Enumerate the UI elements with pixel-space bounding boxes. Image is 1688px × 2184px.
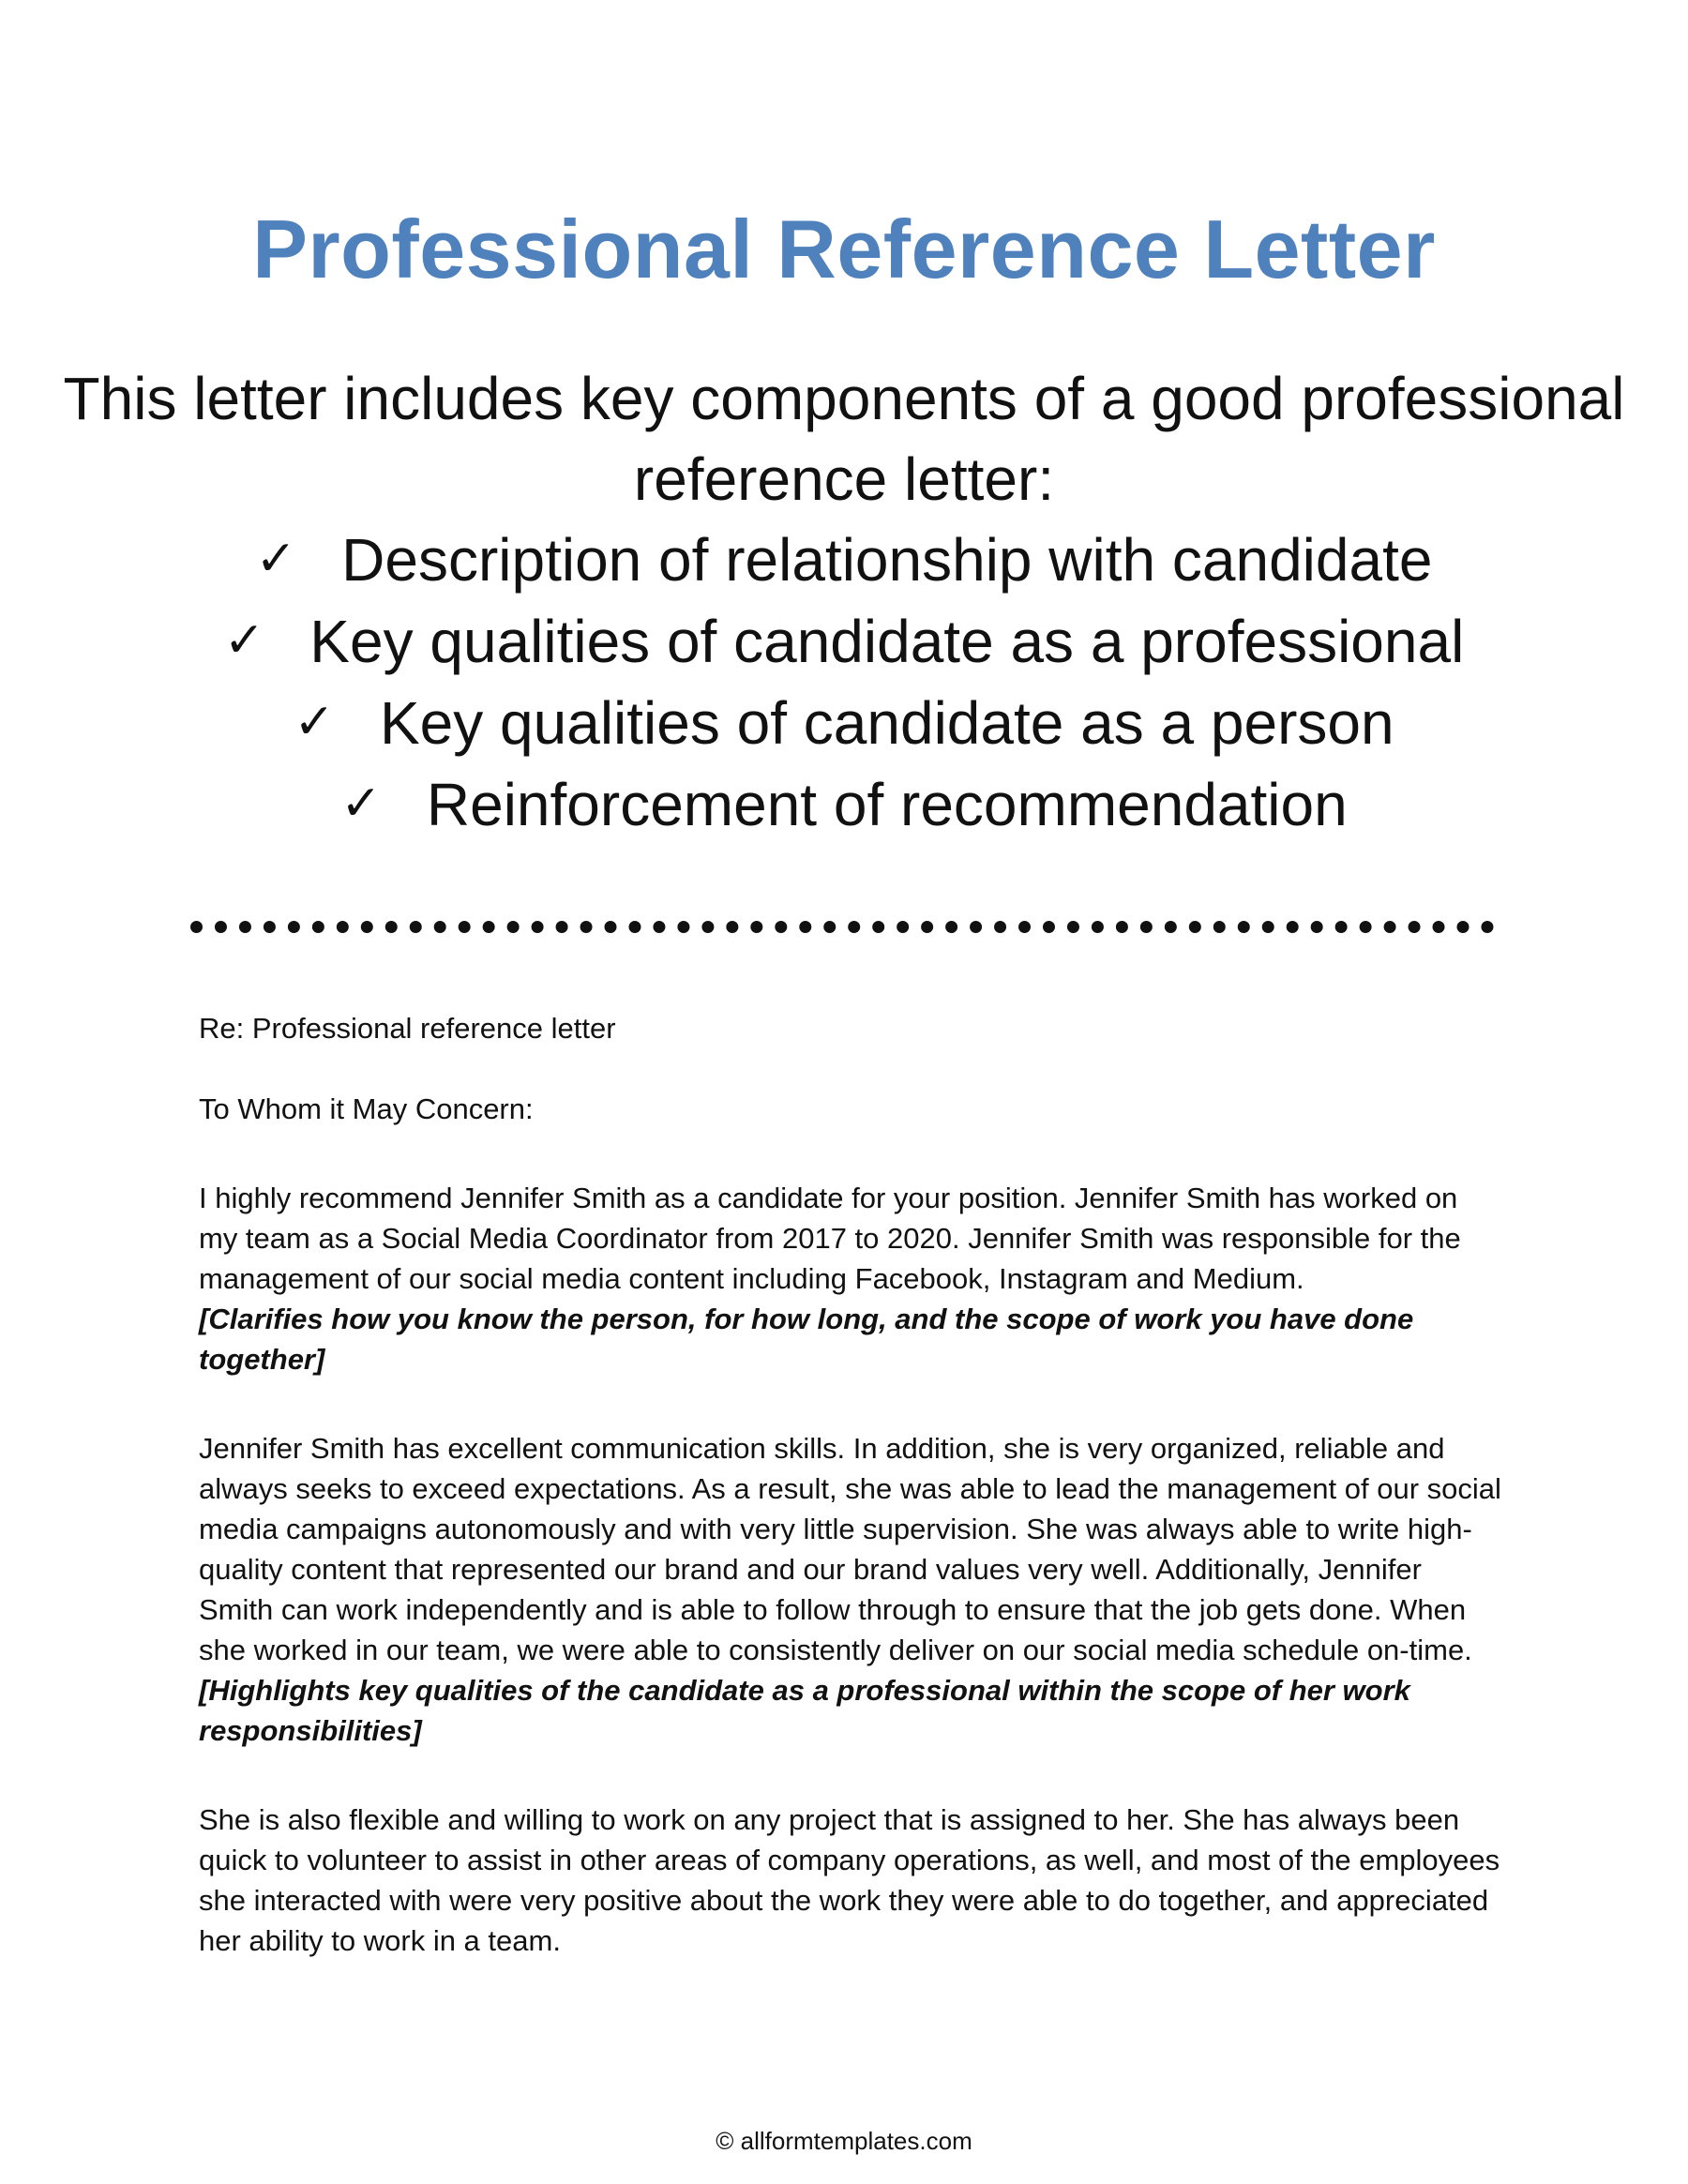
checklist-item <box>0 519 1688 600</box>
components-checklist <box>0 519 1688 845</box>
checklist-item <box>0 600 1688 682</box>
dotted-divider <box>190 921 1494 933</box>
letter-paragraph-relationship <box>199 1178 1502 1379</box>
checkmark-icon: ✓ <box>294 694 335 750</box>
checklist-item-label: Description of relationship with candidate <box>341 526 1433 594</box>
guidance-note: [Highlights key qualities of the candidate as a professional within the scope of her work responsibilities] <box>199 1674 1410 1747</box>
paragraph-text: I highly recommend Jennifer Smith as a candidate for your position. Jennifer Smith has worked on my team as a Social Media Coordinator from 2017 to 2020. Jennifer Smith was responsible for the management of our social media content including Facebook, Instagram and Medium. <box>199 1182 1461 1295</box>
paragraph-text: She is also flexible and willing to work on any project that is assigned to her. She has always been quick to volunteer to assist in other areas of company operations, as well, and most of the employees she interacted with were very positive about the work they were able to do together, and appreciated her ability to work in a team. <box>199 1803 1500 1957</box>
checklist-item <box>0 682 1688 763</box>
footer-copyright: © allformtemplates.com <box>716 2127 972 2155</box>
re-line: Re: Professional reference letter <box>199 1012 616 1045</box>
letter-paragraph-personal <box>199 1800 1502 1961</box>
checklist-item-label: Reinforcement of recommendation <box>426 771 1348 838</box>
document-title: Professional Reference Letter <box>252 203 1436 295</box>
checklist-item-label: Key qualities of candidate as a person <box>379 689 1394 757</box>
checkmark-icon: ✓ <box>223 612 265 669</box>
intro-text <box>0 358 1688 520</box>
letter-paragraph-professional <box>199 1428 1502 1751</box>
intro-sentence: This letter includes key components of a good professional reference letter: <box>63 365 1625 513</box>
salutation: To Whom it May Concern: <box>199 1092 534 1125</box>
paragraph-text: Jennifer Smith has excellent communication skills. In addition, she is very organized, reliable and always seeks to exceed expectations. As a result, she was able to lead the management of our social media campaigns autonomously and with very little supervision. She was always able to write high-quality content that represented our brand and our brand values very well. Additionally, Jennifer Smith can work independently and is able to follow through to ensure that the job gets done. When she worked in our team, we were able to consistently deliver on our social media schedule on-time. <box>199 1432 1501 1666</box>
checklist-item-label: Key qualities of candidate as a professional <box>309 608 1465 675</box>
checkmark-icon: ✓ <box>340 776 382 832</box>
checklist-item <box>0 763 1688 845</box>
guidance-note: [Clarifies how you know the person, for how long, and the scope of work you have done together] <box>199 1303 1414 1376</box>
checkmark-icon: ✓ <box>255 531 297 587</box>
letter-body <box>199 1008 1502 2010</box>
